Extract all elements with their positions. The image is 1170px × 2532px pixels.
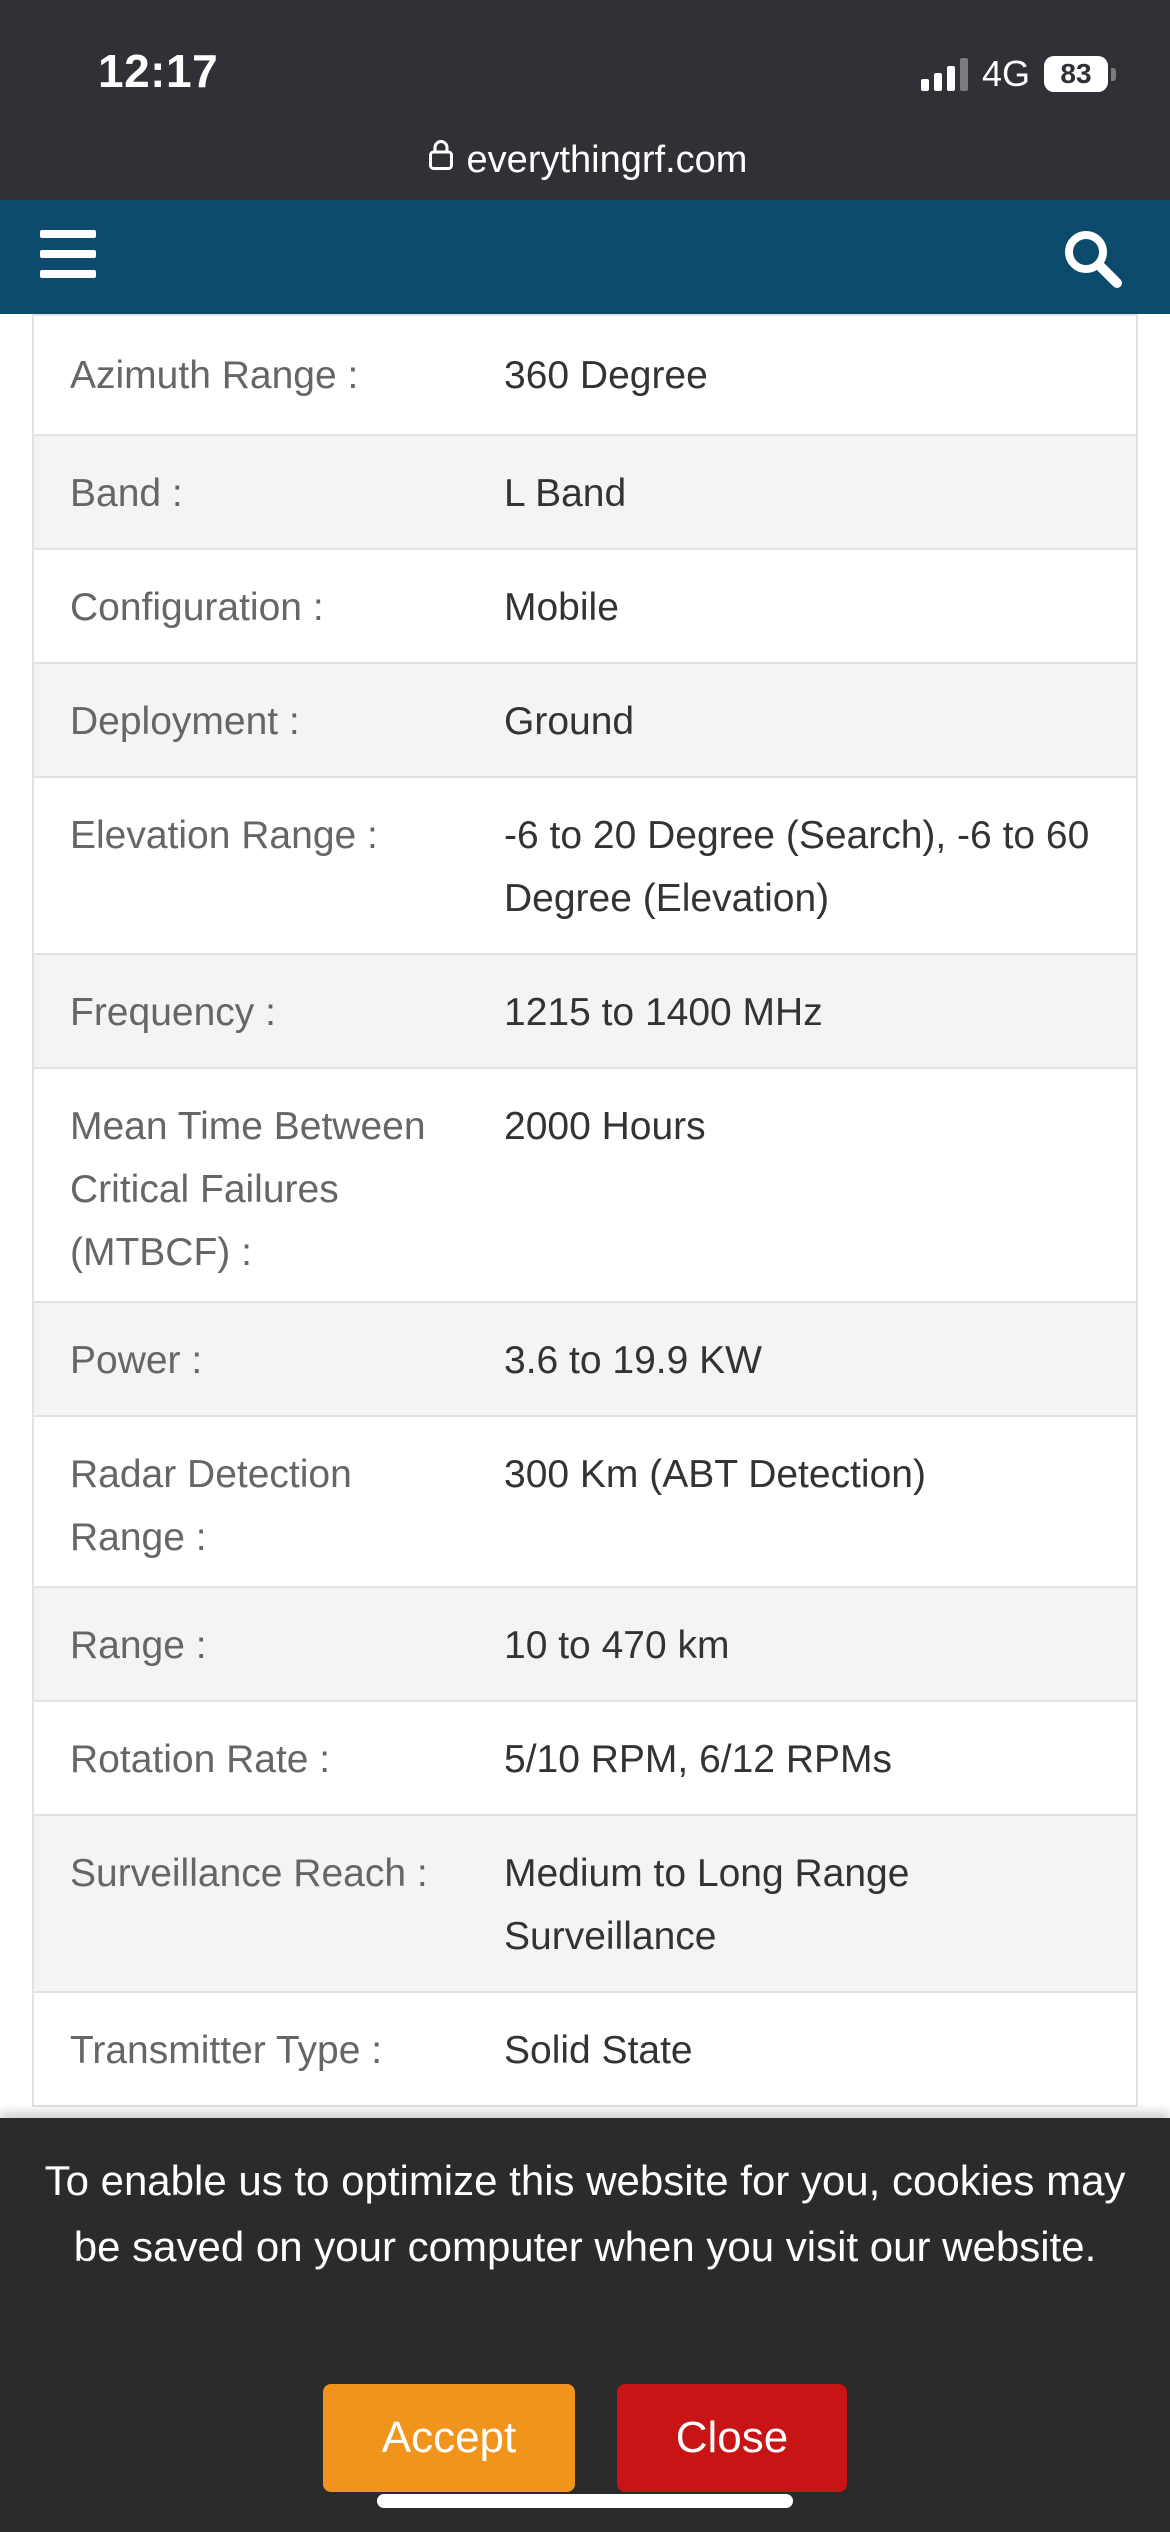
spec-row — [32, 1993, 1138, 2107]
spec-label: Mean Time Between Critical Failures (MTBCF) : — [70, 1105, 426, 1274]
accept-button[interactable]: Accept — [323, 2384, 575, 2492]
lock-icon — [423, 137, 459, 183]
spec-value: -6 to 20 Degree (Search), -6 to 60 Degree (Elevation) — [504, 814, 1090, 920]
spec-label: Frequency : — [70, 991, 276, 1034]
spec-value: 3.6 to 19.9 KW — [504, 1339, 762, 1382]
spec-row — [32, 1702, 1138, 1816]
spec-label: Surveillance Reach : — [70, 1852, 428, 1895]
spec-value: 10 to 470 km — [504, 1624, 730, 1667]
close-button[interactable]: Close — [617, 2384, 847, 2492]
home-indicator[interactable] — [377, 2494, 793, 2508]
spec-value: Solid State — [504, 2029, 693, 2072]
cookie-message: To enable us to optimize this website for you, cookies may be saved on your computer when you visit our website. — [44, 2157, 1126, 2270]
spec-value: 5/10 RPM, 6/12 RPMs — [504, 1738, 892, 1781]
spec-label: Rotation Rate : — [70, 1738, 331, 1781]
spec-value: Medium to Long Range Surveillance — [504, 1852, 910, 1958]
status-indicators — [921, 52, 1116, 96]
spec-value: Ground — [504, 700, 635, 743]
spec-label: Transmitter Type : — [70, 2029, 383, 2072]
spec-row — [32, 1303, 1138, 1417]
status-bar — [0, 0, 1170, 200]
spec-label: Power : — [70, 1339, 203, 1382]
spec-value: 360 Degree — [504, 354, 708, 397]
cellular-signal-icon — [921, 57, 968, 91]
spec-row — [32, 314, 1138, 436]
spec-row — [32, 436, 1138, 550]
cookie-banner — [0, 2118, 1170, 2532]
spec-row — [32, 550, 1138, 664]
spec-row — [32, 1069, 1138, 1303]
spec-table — [32, 314, 1138, 2107]
spec-row — [32, 955, 1138, 1069]
spec-row — [32, 1588, 1138, 1702]
spec-label: Band : — [70, 472, 183, 515]
site-header — [0, 200, 1170, 314]
spec-label: Elevation Range : — [70, 814, 378, 857]
status-time: 12:17 — [98, 45, 219, 97]
hamburger-menu-icon[interactable] — [40, 226, 96, 282]
spec-value: 1215 to 1400 MHz — [504, 991, 823, 1034]
spec-label: Range : — [70, 1624, 207, 1667]
spec-value: L Band — [504, 472, 627, 515]
url-text: everythingrf.com — [466, 138, 748, 181]
spec-value: Mobile — [504, 586, 619, 629]
spec-label: Deployment : — [70, 700, 300, 743]
spec-label: Configuration : — [70, 586, 324, 629]
cookie-actions — [0, 2384, 1170, 2492]
spec-value: 300 Km (ABT Detection) — [504, 1453, 926, 1496]
spec-value: 2000 Hours — [504, 1105, 706, 1148]
battery-icon — [1044, 56, 1116, 92]
battery-level: 83 — [1044, 56, 1108, 92]
spec-row — [32, 1816, 1138, 1993]
spec-row — [32, 664, 1138, 778]
spec-label: Radar Detection Range : — [70, 1453, 352, 1559]
spec-row — [32, 778, 1138, 955]
search-icon[interactable] — [1060, 226, 1124, 290]
spec-label: Azimuth Range : — [70, 354, 359, 397]
url-bar[interactable] — [0, 130, 1170, 190]
spec-row — [32, 1417, 1138, 1588]
network-type: 4G — [981, 53, 1030, 94]
